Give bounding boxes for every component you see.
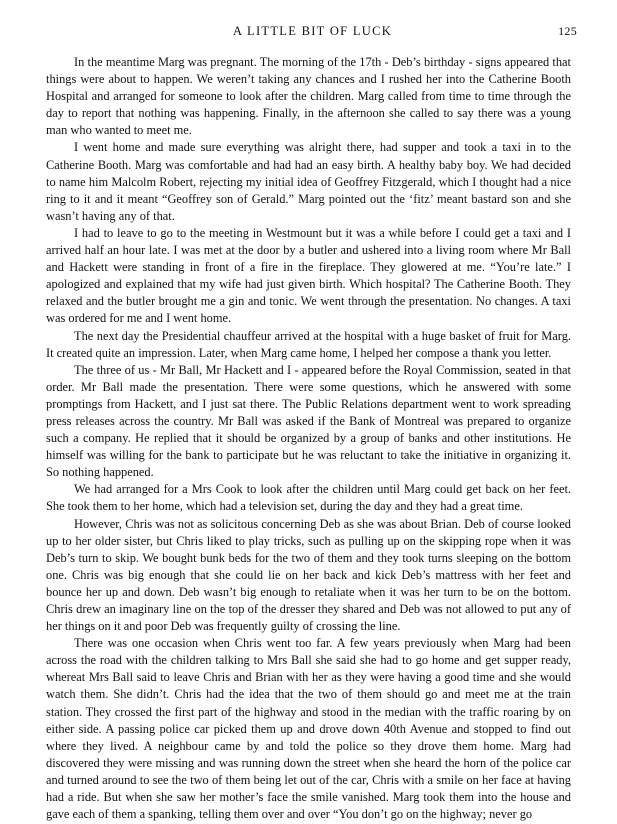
running-title: A LITTLE BIT OF LUCK [232,24,393,38]
paragraph: The three of us - Mr Ball, Mr Hackett and I - appeared before the Royal Commission, seated in that order. Mr Ball made the presentation. There were some questions, which he answered with some promptings from Hackett, and I just sat there. The Public Relations department went to work spreading press releases across the country. Mr Ball was asked if the Bank of Montreal was prepared to organize such a company. He replied that it should be organized by a group of banks and other institutions. He himself was willing for the bank to participate but he was reluctant to take the initiative in organizing it. So nothing happened. [46,362,571,480]
paragraph: We had arranged for a Mrs Cook to look after the children until Marg could get back on her feet. She took them to her home, which had a television set, during the day and they had a great time. [46,482,571,514]
page-number: 125 [558,24,577,38]
paragraph: I went home and made sure everything was alright there, had supper and took a taxi in to the Catherine Booth. Marg was comfortable and had had an easy birth. A healthy baby boy. We had decided to name him Malcolm Robert, rejecting my initial idea of Geoffrey Fitzgerald, which I thought had a nice ring to it and it meant “Geoffrey son of Gerald.” Marg pointed out the ‘fitz’ meant bastard son and she wasn’t having any of that. [46,140,571,223]
paragraph: In the meantime Marg was pregnant. The morning of the 17th - Deb’s birthday - signs appeared that things were about to happen. We weren’t taking any chances and I rushed her into the Catherine Booth Hospital and arranged for someone to look after the children. Marg called from time to time through the day to report that nothing was happening. Finally, in the afternoon she called to say there was a young man who wanted to meet me. [46,55,571,138]
body-text [46,54,571,823]
paragraph: There was one occasion when Chris went too far. A few years previously when Marg had been across the road with the children talking to Mrs Ball she said she had to go home and get supper ready, whereat Mrs Ball said to leave Chris and Brian with her as they were having a good time and she would watch them. She didn’t. Chris had the idea that the two of them should go and meet me at the train station. They crossed the first part of the highway and stood in the median with the traffic roaring by on either side. A passing police car picked them up and drove down 40th Avenue and stopped to find out where they lived. A neighbour came by and told the police so they drove them home. Marg had discovered they were missing and was running down the street when she heard the horn of the police car and turned around to see the two of them being let out of the car, Chris with a smile on her face at having had a ride. But when she saw her mother’s face the smile vanished. Marg took them into the house and gave each of them a spanking, telling them over and over “You don’t go on the highway; never go [46,636,571,822]
page-header [48,24,577,42]
paragraph: However, Chris was not as solicitous concerning Deb as she was about Brian. Deb of course looked up to her older sister, but Chris liked to play tricks, such as pulling up on the skipping rope when it was Deb’s turn to skip. We bought bunk beds for the two of them and they took turns sleeping on the bottom one. Chris was big enough that she could lie on her back and kick Deb’s mattress with her feet and bounce her up and down. Deb wasn’t big enough to retaliate when it was her turn to be on the bottom. Chris drew an imaginary line on the top of the dresser they shared and Deb was not allowed to put any of her things on it and poor Deb was frequently guilty of crossing the line. [46,516,571,634]
paragraph: I had to leave to go to the meeting in Westmount but it was a while before I could get a taxi and I arrived half an hour late. I was met at the door by a butler and ushered into a living room where Mr Ball and Hackett were standing in front of a fire in the fireplace. They glowered at me. “You’re late.” I apologized and explained that my wife had just given birth. Which hospital? The Catherine Booth. They relaxed and the butler brought me a gin and tonic. We went through the presentation. No changes. A taxi was ordered for me and I went home. [46,225,571,326]
paragraph: The next day the Presidential chauffeur arrived at the hospital with a huge basket of fruit for Marg. It created quite an impression. Later, when Marg came home, I helped her compose a thank you letter. [46,328,571,360]
